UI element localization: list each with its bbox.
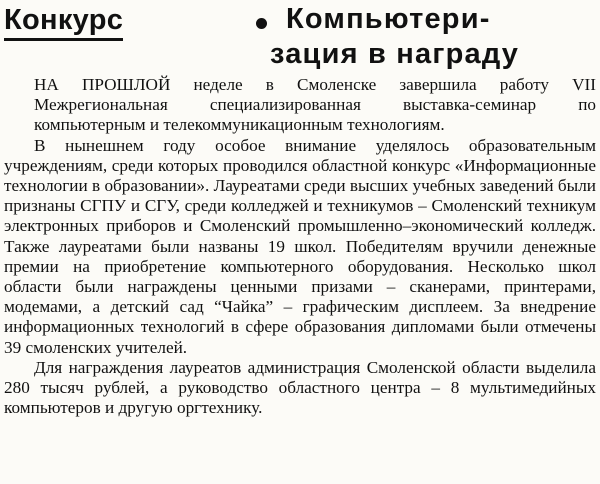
bullet-icon (256, 18, 267, 29)
article-paragraph: НА ПРОШЛОЙ неделе в Смоленске завершила работу VII Межрегиональная специализированная выставка-семинар по компьютерным и телекоммуникационным технологиям. (34, 75, 596, 135)
article-title-line-1: Компьютери- (286, 3, 491, 35)
headline (4, 2, 596, 74)
article-title-line-2: зация в награду (270, 38, 520, 70)
rubric-label: Конкурс (4, 2, 123, 41)
article-paragraph: Для награждения лауреатов администрация Смоленской области выделила 280 тысяч рублей, а руководство областного центра – 8 мультимедийных компьютеров и другую оргтехнику. (4, 357, 596, 418)
article-paragraph: В нынешнем году особое внимание уделялось образовательным учреждениям, среди которых проводился областной конкурс «Информационные технологии в образовании». Лауреатами среди высших учебных заведений были признаны СГПУ и СГУ, среди колледжей и техникумов – Смоленский техникум электронных приборов и Смоленский промышленно–экономический колледж. Также лауреатами были названы 19 школ. Победителям вручили денежные премии на приобретение компьютерного оборудования. Несколько школ области были награждены ценными призами – сканерами, принтерами, модемами, а детский сад “Чайка” – графическим дисплеем. За внедрение информационных технологий в сфере образования дипломами были отмечены 39 смоленских учителей. (4, 135, 596, 357)
article-title (270, 2, 600, 72)
article-body (4, 75, 596, 418)
